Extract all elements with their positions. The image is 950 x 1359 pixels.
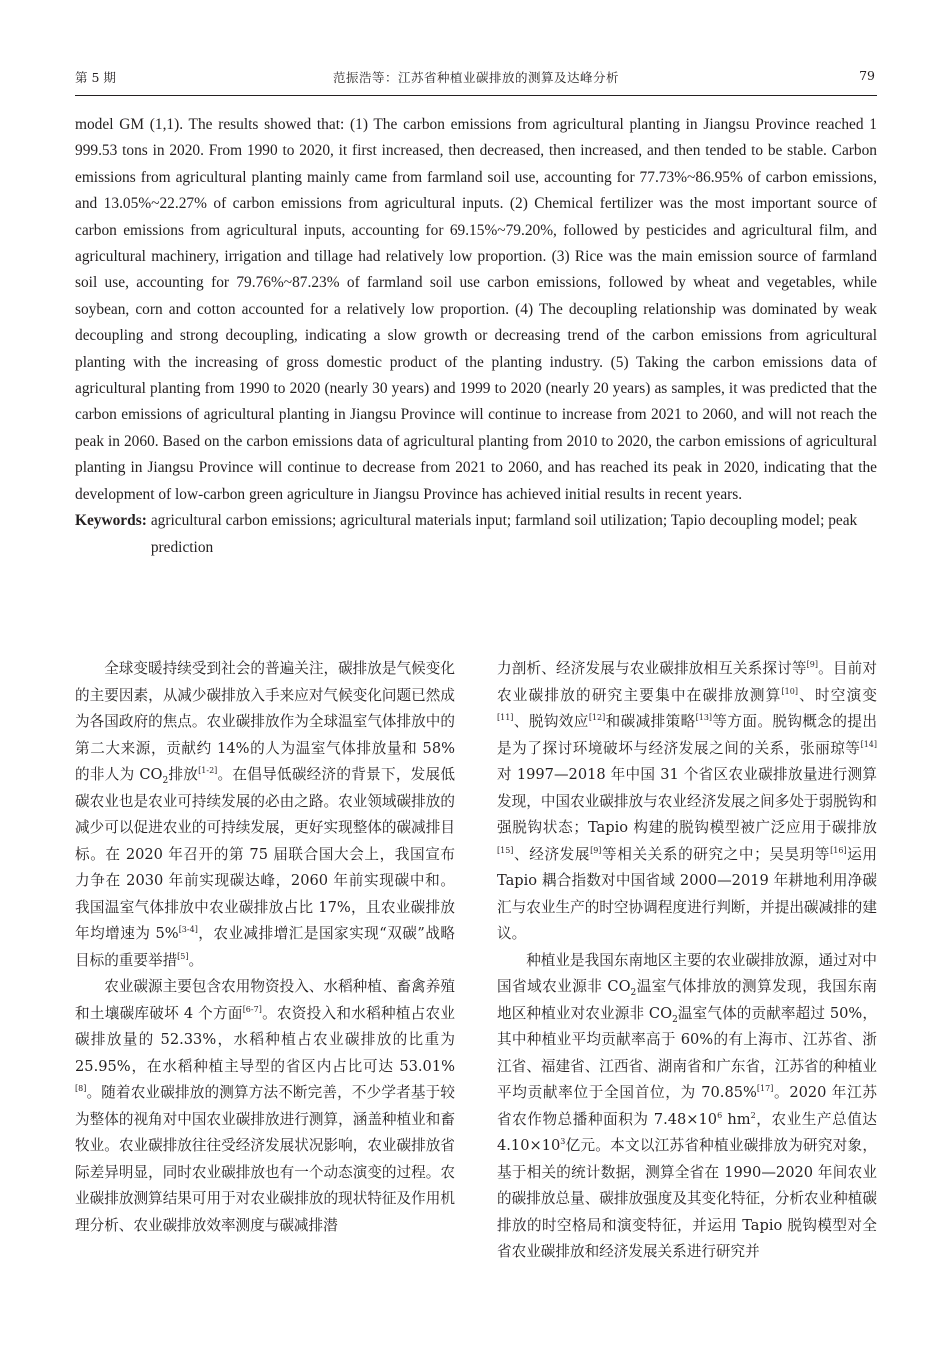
citation: [6-7] bbox=[242, 1004, 262, 1014]
right-column bbox=[497, 656, 877, 1266]
intro-paragraph-1: 全球变暖持续受到社会的普遍关注，碳排放是气候变化的主要因素，从减少碳排放入手来应对气候变化问题已然成为各国政府的焦点。农业碳排放作为全球温室气体排放中的第二大来源，贡献约 14%的人为温室气体排放量和 58%的非人为 $CO_2$排放[1-2]。在倡导低碳经济的背景下，发展低碳农业也是农业可持续发展的必由之路。农业领域碳排放的减少可以促进农业的可持续发展，更好实现整体的碳减排目标。在 2020 年召开的第 75 届联合国大会上，我国宣布力争在 2030 年前实现碳达峰，2060 年前实现碳中和。我国温室气体排放中农业碳排放占比 17%，且农业碳排放年均增速为 5%[3-4]，农业减排增汇是国家实现“双碳”战略目标的重要举措[5]。 bbox=[75, 660, 455, 969]
intro-paragraph-2-continued: 力剖析、经济发展与农业碳排放相互关系探讨等[9]。目前对农业碳排放的研究主要集中在碳排放测算[10]、时空演变[11]、脱钩效应[12]和碳减排策略[13]等方面。脱钩概念的提出是为了探讨环境破坏与经济发展之间的关系，张丽琼等[14]对 1997—2018 年中国 31 个省区农业碳排放量进行测算发现，中国农业碳排放与农业经济发展之间多处于弱脱钩和强脱钩状态；Tapio 构建的脱钩模型被广泛应用于碳排放[15]、经济发展[9]等相关关系的研究之中；吴昊玥等[16]运用 Tapio 耦合指数对中国省域 2000—2019 年耕地利用净碳汇与农业生产的时空协调程度进行判断，并提出碳减排的建议。 bbox=[497, 660, 877, 942]
english-abstract bbox=[75, 112, 877, 561]
running-header bbox=[75, 68, 877, 90]
running-title: 范振浩等：江苏省种植业碳排放的测算及达峰分析 bbox=[332, 70, 619, 85]
keywords-text: agricultural carbon emissions; agricultural materials input; farmland soil utilization; Tapio decoupling model; peak prediction bbox=[150, 512, 858, 556]
page-number: 79 bbox=[859, 68, 875, 83]
citation: [1-2] bbox=[198, 766, 218, 776]
citation: [16] bbox=[830, 845, 847, 855]
citation: [9] bbox=[806, 660, 818, 670]
citation: [9] bbox=[590, 845, 602, 855]
citation: [10] bbox=[781, 686, 798, 696]
keywords bbox=[75, 508, 877, 561]
citation: [14] bbox=[860, 739, 877, 749]
intro-paragraph-2: 农业碳源主要包含农用物资投入、水稻种植、畜禽养殖和土壤碳库破坏 4 个方面[6-7]。农资投入和水稻种植占农业碳排放量的 52.33%，水稻种植占农业碳排放的比重为 25.95%，在水稻种植主导型的省区内占比可达 53.01%[8]。随着农业碳排放的测算方法不断完善，不少学者基于较为整体的视角对中国农业碳排放进行测算，涵盖种植业和畜牧业。农业碳排放往往受经济发展状况影响，农业碳排放省际差异明显，同时农业碳排放也有一个动态演变的过程。农业碳排放测算结果可用于对农业碳排放的现状特征及作用机理分析、农业碳排放效率测度与碳减排潜 bbox=[75, 978, 455, 1234]
citation: [15] bbox=[497, 845, 514, 855]
abstract-body: model GM (1,1). The results showed that: (1) The carbon emissions from agricultural planting in Jiangsu Province reached 1 999.53 tons in 2020. From 1990 to 2020, it first increased, then decreased, then increased, and then tended to be stable. Carbon emissions from agricultural planting mainly came from farmland soil use, accounting for 77.73%~86.95% of carbon emissions, and 13.05%~22.27% of carbon emissions from agricultural inputs. (2) Chemical fertilizer was the most important source of carbon emissions from agricultural inputs, accounting for 69.15%~79.20%, followed by pesticides and agricultural film, and agricultural machinery, irrigation and tillage had relatively low proportion. (3) Rice was the main emission source of farmland soil use, accounting for 79.76%~87.23% of farmland soil use carbon emissions, followed by wheat and vegetables, while soybean, corn and cotton accounted for a relatively low proportion. (4) The decoupling relationship was dominated by weak decoupling and strong decoupling, indicating a slow growth or decreasing trend of the carbon emissions from agricultural planting with the increasing of gross domestic product of the planting industry. (5) Taking the carbon emissions data of agricultural planting from 1990 to 2020 (nearly 30 years) and 1999 to 2020 (nearly 20 years) as samples, it was predicted that the carbon emissions of agricultural planting in Jiangsu Province will continue to increase from 2021 to 2060, and will not reach the peak in 2060. Based on the carbon emissions data of agricultural planting from 2010 to 2020, the carbon emissions of agricultural planting in Jiangsu Province will continue to decrease from 2021 to 2060, and has reached its peak in 2020, indicating that the development of low-carbon green agriculture in Jiangsu Province has achieved initial results in recent years. bbox=[75, 116, 877, 503]
keywords-label: Keywords: bbox=[75, 512, 147, 530]
left-column bbox=[75, 656, 455, 1239]
citation: [17] bbox=[756, 1084, 774, 1094]
citation: [3-4] bbox=[178, 925, 198, 935]
header-rule bbox=[75, 95, 877, 96]
citation: [13] bbox=[695, 713, 713, 723]
citation: [5] bbox=[177, 951, 189, 961]
intro-paragraph-3: 种植业是我国东南地区主要的农业碳排放源，通过对中国省域农业源非 $CO_2$温室气体排放的测算发现，我国东南地区种植业对农业源非 $CO_2$温室气体的贡献率超过 50%，其中种植业平均贡献率高于 60%的有上海市、江苏省、浙江省、福建省、江西省、湖南省和广东省，江苏省的种植业平均贡献率位于全国首位，为 70.85%[17]。2020 年江苏省农作物总播种面积为 $7.48\times 10^6$ $hm^2$，农业生产总值达 $4.10\times 10^3$亿元。本文以江苏省种植业碳排放为研究对象，基于相关的统计数据，测算全省在 1990—2020 年间农业的碳排放总量、碳排放强度及其变化特征，分析农业种植碳排放的时空格局和演变特征，并运用 Tapio 脱钩模型对全省农业碳排放和经济发展关系进行研究并 bbox=[497, 951, 877, 1260]
citation: [8] bbox=[75, 1084, 87, 1094]
issue-number: 第 5 期 bbox=[75, 70, 116, 85]
citation: [12] bbox=[588, 713, 606, 723]
citation: [11] bbox=[497, 713, 514, 723]
